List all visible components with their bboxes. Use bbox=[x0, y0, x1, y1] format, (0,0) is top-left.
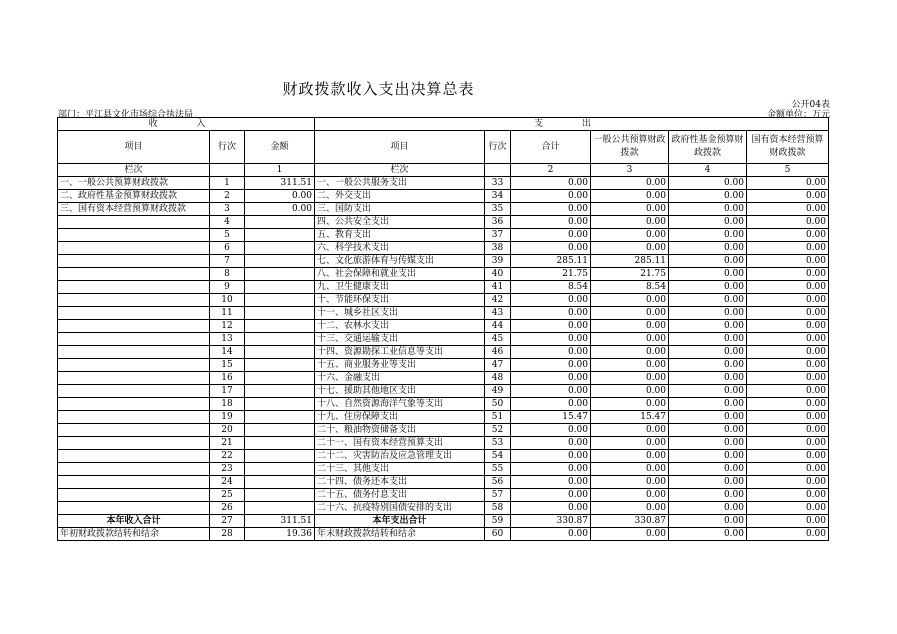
general-budget-cell: 0.00 bbox=[591, 424, 669, 437]
general-budget-cell: 0.00 bbox=[591, 476, 669, 489]
total-cell: 0.00 bbox=[511, 320, 591, 333]
income-item-cell bbox=[58, 346, 210, 359]
income-line-cell: 8 bbox=[210, 268, 245, 281]
income-amount-cell bbox=[245, 307, 315, 320]
state-capital-cell: 0.00 bbox=[747, 476, 829, 489]
fund-budget-cell: 0.00 bbox=[669, 307, 747, 320]
income-item-cell bbox=[58, 255, 210, 268]
fund-budget-cell: 0.00 bbox=[669, 216, 747, 229]
expense-line-cell: 60 bbox=[485, 528, 511, 541]
income-line-cell: 1 bbox=[210, 177, 245, 190]
total-cell: 0.00 bbox=[511, 346, 591, 359]
income-amount-cell bbox=[245, 320, 315, 333]
expense-item-cell: 二十三、其他支出 bbox=[315, 463, 485, 476]
total-cell: 0.00 bbox=[511, 333, 591, 346]
expense-item-cell: 十五、商业服务业等支出 bbox=[315, 359, 485, 372]
table-row bbox=[58, 320, 829, 333]
general-budget-cell: 15.47 bbox=[591, 411, 669, 424]
income-amount-cell bbox=[245, 463, 315, 476]
income-line-cell: 11 bbox=[210, 307, 245, 320]
general-budget-cell: 0.00 bbox=[591, 359, 669, 372]
expense-item-cell: 三、国防支出 bbox=[315, 203, 485, 216]
income-item-cell bbox=[58, 307, 210, 320]
income-amount-cell bbox=[245, 489, 315, 502]
expense-line-cell: 45 bbox=[485, 333, 511, 346]
expense-line-cell: 33 bbox=[485, 177, 511, 190]
total-cell: 0.00 bbox=[511, 359, 591, 372]
expense-line-cell: 49 bbox=[485, 385, 511, 398]
income-item-cell bbox=[58, 359, 210, 372]
general-budget-cell: 0.00 bbox=[591, 528, 669, 541]
state-capital-cell: 0.00 bbox=[747, 515, 829, 528]
expense-item-cell: 二、外交支出 bbox=[315, 190, 485, 203]
expense-line-cell: 46 bbox=[485, 346, 511, 359]
total-cell: 0.00 bbox=[511, 398, 591, 411]
state-capital-cell: 0.00 bbox=[747, 398, 829, 411]
fund-budget-cell: 0.00 bbox=[669, 424, 747, 437]
income-line-cell: 5 bbox=[210, 229, 245, 242]
budget-summary-table bbox=[57, 117, 829, 541]
income-line-cell: 26 bbox=[210, 502, 245, 515]
fund-budget-cell: 0.00 bbox=[669, 372, 747, 385]
total-cell: 0.00 bbox=[511, 450, 591, 463]
state-capital-cell: 0.00 bbox=[747, 333, 829, 346]
income-item-cell: 年初财政拨款结转和结余 bbox=[58, 528, 210, 541]
income-amount-cell: 311.51 bbox=[245, 515, 315, 528]
state-capital-cell: 0.00 bbox=[747, 177, 829, 190]
income-item-cell bbox=[58, 281, 210, 294]
income-amount-cell bbox=[245, 333, 315, 346]
expense-item-cell: 二十一、国有资本经营预算支出 bbox=[315, 437, 485, 450]
state-capital-cell: 0.00 bbox=[747, 216, 829, 229]
expense-line-cell: 56 bbox=[485, 476, 511, 489]
total-cell: 0.00 bbox=[511, 372, 591, 385]
fund-budget-cell: 0.00 bbox=[669, 502, 747, 515]
total-cell: 0.00 bbox=[511, 528, 591, 541]
state-capital-cell: 0.00 bbox=[747, 229, 829, 242]
state-capital-cell: 0.00 bbox=[747, 242, 829, 255]
fund-budget-header: 政府性基金预算财政拨款 bbox=[669, 131, 747, 164]
total-cell: 8.54 bbox=[511, 281, 591, 294]
table-row bbox=[58, 398, 829, 411]
total-cell: 0.00 bbox=[511, 294, 591, 307]
income-line-cell: 21 bbox=[210, 437, 245, 450]
expense-item-cell: 十六、金融支出 bbox=[315, 372, 485, 385]
total-cell: 21.75 bbox=[511, 268, 591, 281]
income-item-cell bbox=[58, 502, 210, 515]
general-budget-header: 一般公共预算财政拨款 bbox=[591, 131, 669, 164]
fund-budget-cell: 0.00 bbox=[669, 255, 747, 268]
fund-budget-cell: 0.00 bbox=[669, 489, 747, 502]
fund-budget-cell: 0.00 bbox=[669, 242, 747, 255]
income-amount-cell bbox=[245, 359, 315, 372]
income-amount-cell: 19.36 bbox=[245, 528, 315, 541]
expense-line-cell: 37 bbox=[485, 229, 511, 242]
income-item-cell: 三、国有资本经营预算财政拨款 bbox=[58, 203, 210, 216]
income-line-cell: 18 bbox=[210, 398, 245, 411]
income-amount-cell bbox=[245, 242, 315, 255]
total-cell: 0.00 bbox=[511, 463, 591, 476]
expense-line-header: 行次 bbox=[485, 131, 511, 164]
total-cell: 0.00 bbox=[511, 216, 591, 229]
income-line-cell: 14 bbox=[210, 346, 245, 359]
income-item-cell bbox=[58, 450, 210, 463]
expense-item-cell: 十三、交通运输支出 bbox=[315, 333, 485, 346]
income-line-cell: 10 bbox=[210, 294, 245, 307]
income-amount-cell bbox=[245, 346, 315, 359]
expense-item-cell: 二十、粮油物资储备支出 bbox=[315, 424, 485, 437]
table-row bbox=[58, 203, 829, 216]
total-cell: 285.11 bbox=[511, 255, 591, 268]
total-cell: 0.00 bbox=[511, 203, 591, 216]
fund-budget-cell: 0.00 bbox=[669, 463, 747, 476]
income-item-cell bbox=[58, 437, 210, 450]
table-row bbox=[58, 242, 829, 255]
table-row bbox=[58, 463, 829, 476]
income-amount-cell bbox=[245, 281, 315, 294]
state-capital-cell: 0.00 bbox=[747, 450, 829, 463]
state-capital-cell: 0.00 bbox=[747, 502, 829, 515]
state-capital-cell: 0.00 bbox=[747, 203, 829, 216]
expense-item-cell: 二十六、抗疫特别国债安排的支出 bbox=[315, 502, 485, 515]
table-row bbox=[58, 411, 829, 424]
general-budget-cell: 8.54 bbox=[591, 281, 669, 294]
income-amount-cell: 0.00 bbox=[245, 190, 315, 203]
fund-budget-cell: 0.00 bbox=[669, 294, 747, 307]
fund-budget-cell: 0.00 bbox=[669, 398, 747, 411]
expense-line-cell: 52 bbox=[485, 424, 511, 437]
general-budget-cell: 0.00 bbox=[591, 190, 669, 203]
income-line-cell: 25 bbox=[210, 489, 245, 502]
expense-line-cell: 34 bbox=[485, 190, 511, 203]
income-group-header: 收 入 bbox=[58, 118, 315, 131]
table-row bbox=[58, 333, 829, 346]
total-cell: 0.00 bbox=[511, 437, 591, 450]
total-cell: 0.00 bbox=[511, 424, 591, 437]
fund-budget-cell: 0.00 bbox=[669, 190, 747, 203]
expense-item-cell: 十七、援助其他地区支出 bbox=[315, 385, 485, 398]
income-item-cell bbox=[58, 489, 210, 502]
income-amount-cell bbox=[245, 385, 315, 398]
state-capital-cell: 0.00 bbox=[747, 190, 829, 203]
state-capital-cell: 0.00 bbox=[747, 346, 829, 359]
expense-item-cell: 十一、城乡社区支出 bbox=[315, 307, 485, 320]
expense-item-cell: 一、一般公共服务支出 bbox=[315, 177, 485, 190]
state-capital-cell: 0.00 bbox=[747, 294, 829, 307]
expense-line-cell: 54 bbox=[485, 450, 511, 463]
total-cell: 0.00 bbox=[511, 385, 591, 398]
income-line-cell: 9 bbox=[210, 281, 245, 294]
income-item-cell bbox=[58, 476, 210, 489]
income-amount-cell: 0.00 bbox=[245, 203, 315, 216]
fund-budget-cell: 0.00 bbox=[669, 528, 747, 541]
total-cell: 0.00 bbox=[511, 307, 591, 320]
income-amount-cell: 311.51 bbox=[245, 177, 315, 190]
general-budget-cell: 0.00 bbox=[591, 333, 669, 346]
fund-budget-cell: 0.00 bbox=[669, 411, 747, 424]
expense-item-cell: 十九、住房保障支出 bbox=[315, 411, 485, 424]
expense-item-cell: 六、科学技术支出 bbox=[315, 242, 485, 255]
income-line-cell: 20 bbox=[210, 424, 245, 437]
income-item-cell bbox=[58, 424, 210, 437]
income-item-cell bbox=[58, 411, 210, 424]
table-row bbox=[58, 476, 829, 489]
income-line-cell: 19 bbox=[210, 411, 245, 424]
income-line-cell: 27 bbox=[210, 515, 245, 528]
table-row bbox=[58, 281, 829, 294]
state-capital-cell: 0.00 bbox=[747, 528, 829, 541]
fund-budget-cell: 0.00 bbox=[669, 281, 747, 294]
income-amount-cell bbox=[245, 255, 315, 268]
expense-item-cell: 二十二、灾害防治及应急管理支出 bbox=[315, 450, 485, 463]
general-budget-cell: 285.11 bbox=[591, 255, 669, 268]
table-row bbox=[58, 489, 829, 502]
expense-line-cell: 35 bbox=[485, 203, 511, 216]
income-amount-cell bbox=[245, 398, 315, 411]
income-line-header: 行次 bbox=[210, 131, 245, 164]
fund-budget-cell: 0.00 bbox=[669, 450, 747, 463]
expense-line-cell: 58 bbox=[485, 502, 511, 515]
expense-item-cell: 九、卫生健康支出 bbox=[315, 281, 485, 294]
expense-item-cell: 八、社会保障和就业支出 bbox=[315, 268, 485, 281]
general-budget-cell: 0.00 bbox=[591, 294, 669, 307]
general-budget-cell: 0.00 bbox=[591, 489, 669, 502]
department-label: 部门：平江县文化市场综合执法局 bbox=[58, 110, 194, 120]
expense-line-cell: 59 bbox=[485, 515, 511, 528]
state-capital-cell: 0.00 bbox=[747, 463, 829, 476]
expense-item-cell: 二十四、债务还本支出 bbox=[315, 476, 485, 489]
report-title bbox=[0, 78, 897, 99]
state-capital-cell: 0.00 bbox=[747, 268, 829, 281]
income-line-cell: 6 bbox=[210, 242, 245, 255]
income-amount-cell bbox=[245, 216, 315, 229]
income-item-cell: 本年收入合计 bbox=[58, 515, 210, 528]
expense-item-cell: 四、公共安全支出 bbox=[315, 216, 485, 229]
income-item-cell bbox=[58, 333, 210, 346]
income-line-cell: 4 bbox=[210, 216, 245, 229]
fund-budget-cell: 0.00 bbox=[669, 320, 747, 333]
table-row bbox=[58, 502, 829, 515]
expense-line-cell: 48 bbox=[485, 372, 511, 385]
fund-budget-cell: 0.00 bbox=[669, 476, 747, 489]
table-row bbox=[58, 346, 829, 359]
table-row bbox=[58, 424, 829, 437]
general-budget-cell: 0.00 bbox=[591, 177, 669, 190]
income-amount-cell bbox=[245, 437, 315, 450]
general-budget-cell: 0.00 bbox=[591, 372, 669, 385]
totals-row bbox=[58, 515, 829, 528]
income-amount-cell bbox=[245, 476, 315, 489]
income-amount-cell bbox=[245, 229, 315, 242]
total-cell: 330.87 bbox=[511, 515, 591, 528]
income-amount-cell bbox=[245, 450, 315, 463]
fund-budget-cell: 0.00 bbox=[669, 385, 747, 398]
table-row bbox=[58, 437, 829, 450]
income-item-header: 项目 bbox=[58, 131, 210, 164]
income-item-cell bbox=[58, 372, 210, 385]
general-budget-cell: 0.00 bbox=[591, 307, 669, 320]
income-line-cell: 22 bbox=[210, 450, 245, 463]
general-budget-cell: 0.00 bbox=[591, 385, 669, 398]
expense-item-cell: 五、教育支出 bbox=[315, 229, 485, 242]
expense-item-cell: 年末财政拨款结转和结余 bbox=[315, 528, 485, 541]
income-item-cell bbox=[58, 320, 210, 333]
expense-item-cell: 十八、自然资源海洋气象等支出 bbox=[315, 398, 485, 411]
expense-item-cell: 七、文化旅游体育与传媒支出 bbox=[315, 255, 485, 268]
income-amount-cell bbox=[245, 411, 315, 424]
total-cell: 0.00 bbox=[511, 229, 591, 242]
state-capital-cell: 0.00 bbox=[747, 411, 829, 424]
fund-budget-cell: 0.00 bbox=[669, 333, 747, 346]
income-line-cell: 23 bbox=[210, 463, 245, 476]
income-amount-cell bbox=[245, 268, 315, 281]
expense-line-cell: 42 bbox=[485, 294, 511, 307]
income-item-cell bbox=[58, 398, 210, 411]
state-capital-cell: 0.00 bbox=[747, 424, 829, 437]
state-capital-cell: 0.00 bbox=[747, 489, 829, 502]
income-item-cell bbox=[58, 216, 210, 229]
income-item-cell: 一、一般公共预算财政拨款 bbox=[58, 177, 210, 190]
fund-budget-cell: 0.00 bbox=[669, 177, 747, 190]
income-item-cell bbox=[58, 242, 210, 255]
expense-line-cell: 55 bbox=[485, 463, 511, 476]
fund-budget-cell: 0.00 bbox=[669, 515, 747, 528]
state-capital-cell: 0.00 bbox=[747, 372, 829, 385]
table-row bbox=[58, 255, 829, 268]
state-capital-header: 国有资本经营预算财政拨款 bbox=[747, 131, 829, 164]
form-code: 公开04表 bbox=[791, 100, 830, 110]
income-amount-cell bbox=[245, 424, 315, 437]
table-row bbox=[58, 229, 829, 242]
income-amount-cell bbox=[245, 294, 315, 307]
general-budget-cell: 0.00 bbox=[591, 346, 669, 359]
balance-row bbox=[58, 528, 829, 541]
table-row bbox=[58, 294, 829, 307]
income-line-cell: 15 bbox=[210, 359, 245, 372]
expense-line-cell: 40 bbox=[485, 268, 511, 281]
expense-item-cell: 十四、资源勘探工业信息等支出 bbox=[315, 346, 485, 359]
income-item-cell bbox=[58, 268, 210, 281]
expense-line-cell: 43 bbox=[485, 307, 511, 320]
general-budget-cell: 21.75 bbox=[591, 268, 669, 281]
fund-budget-cell: 0.00 bbox=[669, 359, 747, 372]
column-index-row: 栏次 1 栏次 2 3 4 5 bbox=[58, 164, 829, 177]
expense-group-header: 支 出 bbox=[315, 118, 829, 131]
income-item-cell bbox=[58, 229, 210, 242]
total-cell: 15.47 bbox=[511, 411, 591, 424]
general-budget-cell: 0.00 bbox=[591, 229, 669, 242]
table-row bbox=[58, 359, 829, 372]
expense-line-cell: 41 bbox=[485, 281, 511, 294]
total-cell: 0.00 bbox=[511, 190, 591, 203]
general-budget-cell: 0.00 bbox=[591, 242, 669, 255]
general-budget-cell: 0.00 bbox=[591, 398, 669, 411]
expense-item-cell: 十二、农林水支出 bbox=[315, 320, 485, 333]
income-amount-cell bbox=[245, 372, 315, 385]
income-line-cell: 7 bbox=[210, 255, 245, 268]
table-row bbox=[58, 177, 829, 190]
income-line-cell: 28 bbox=[210, 528, 245, 541]
income-line-cell: 3 bbox=[210, 203, 245, 216]
fund-budget-cell: 0.00 bbox=[669, 203, 747, 216]
total-cell: 0.00 bbox=[511, 502, 591, 515]
income-item-cell bbox=[58, 385, 210, 398]
table-row bbox=[58, 268, 829, 281]
expense-item-cell: 十、节能环保支出 bbox=[315, 294, 485, 307]
table-row bbox=[58, 385, 829, 398]
general-budget-cell: 0.00 bbox=[591, 203, 669, 216]
general-budget-cell: 0.00 bbox=[591, 502, 669, 515]
state-capital-cell: 0.00 bbox=[747, 307, 829, 320]
expense-line-cell: 53 bbox=[485, 437, 511, 450]
state-capital-cell: 0.00 bbox=[747, 385, 829, 398]
income-amount-header: 金额 bbox=[245, 131, 315, 164]
income-item-cell: 二、政府性基金预算财政拨款 bbox=[58, 190, 210, 203]
table-row bbox=[58, 216, 829, 229]
income-line-cell: 2 bbox=[210, 190, 245, 203]
total-cell: 0.00 bbox=[511, 177, 591, 190]
expense-item-cell: 二十五、债务付息支出 bbox=[315, 489, 485, 502]
expense-line-cell: 50 bbox=[485, 398, 511, 411]
expense-line-cell: 38 bbox=[485, 242, 511, 255]
expense-line-cell: 36 bbox=[485, 216, 511, 229]
report-title-text: 财政拨款收入支出决算总表 bbox=[282, 80, 475, 98]
amount-unit-label: 金额单位：万元 bbox=[766, 110, 830, 120]
expense-line-cell: 51 bbox=[485, 411, 511, 424]
general-budget-cell: 0.00 bbox=[591, 450, 669, 463]
total-cell: 0.00 bbox=[511, 242, 591, 255]
general-budget-cell: 0.00 bbox=[591, 320, 669, 333]
income-amount-cell bbox=[245, 502, 315, 515]
state-capital-cell: 0.00 bbox=[747, 437, 829, 450]
income-line-cell: 16 bbox=[210, 372, 245, 385]
income-line-cell: 12 bbox=[210, 320, 245, 333]
income-item-cell bbox=[58, 463, 210, 476]
income-line-cell: 24 bbox=[210, 476, 245, 489]
expense-line-cell: 39 bbox=[485, 255, 511, 268]
expense-line-cell: 44 bbox=[485, 320, 511, 333]
state-capital-cell: 0.00 bbox=[747, 255, 829, 268]
income-line-cell: 17 bbox=[210, 385, 245, 398]
table-row bbox=[58, 190, 829, 203]
income-item-cell bbox=[58, 294, 210, 307]
total-header: 合计 bbox=[511, 131, 591, 164]
expense-item-cell: 本年支出合计 bbox=[315, 515, 485, 528]
table-row bbox=[58, 450, 829, 463]
fund-budget-cell: 0.00 bbox=[669, 346, 747, 359]
state-capital-cell: 0.00 bbox=[747, 320, 829, 333]
general-budget-cell: 0.00 bbox=[591, 437, 669, 450]
income-line-cell: 13 bbox=[210, 333, 245, 346]
expense-item-header: 项目 bbox=[315, 131, 485, 164]
total-cell: 0.00 bbox=[511, 476, 591, 489]
fund-budget-cell: 0.00 bbox=[669, 437, 747, 450]
state-capital-cell: 0.00 bbox=[747, 281, 829, 294]
fund-budget-cell: 0.00 bbox=[669, 229, 747, 242]
general-budget-cell: 0.00 bbox=[591, 463, 669, 476]
table-row bbox=[58, 372, 829, 385]
general-budget-cell: 0.00 bbox=[591, 216, 669, 229]
expense-line-cell: 57 bbox=[485, 489, 511, 502]
expense-line-cell: 47 bbox=[485, 359, 511, 372]
fund-budget-cell: 0.00 bbox=[669, 268, 747, 281]
general-budget-cell: 330.87 bbox=[591, 515, 669, 528]
state-capital-cell: 0.00 bbox=[747, 359, 829, 372]
total-cell: 0.00 bbox=[511, 489, 591, 502]
table-row bbox=[58, 307, 829, 320]
